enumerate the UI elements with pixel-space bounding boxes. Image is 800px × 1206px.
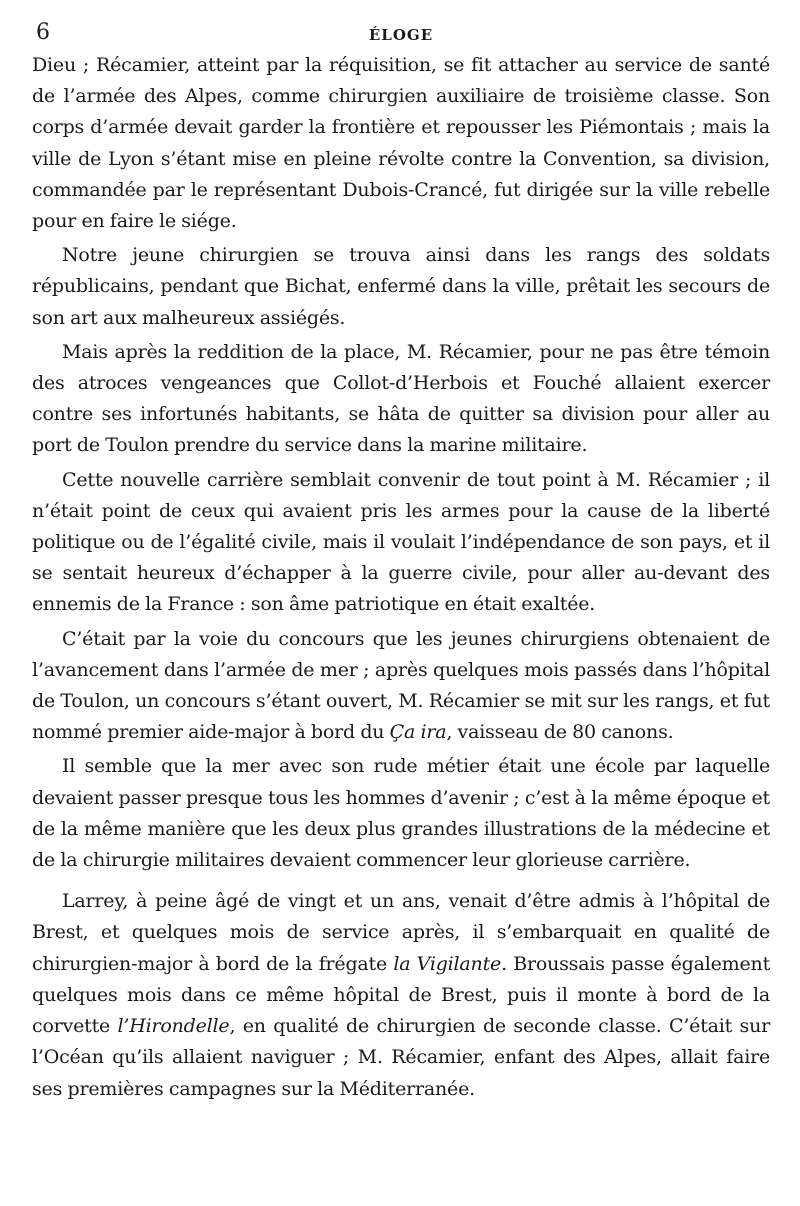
paragraph-text: , en qualité de chirurgien de seconde classe. C’était sur l’Océan qu’ils allaient naviguer ; M. Récamier, enfant des Alpes, allait faire ses premières campagnes sur la Méditerranée. bbox=[32, 1015, 770, 1100]
paragraph bbox=[32, 240, 770, 334]
running-title: ÉLOGE bbox=[368, 26, 434, 44]
paragraph-text: Larrey, à peine âgé de vingt et un ans, venait d’être admis à l’hôpital de Brest, et quelques mois de service après, il s’embarquait en qualité de chirurgien-major à bord de la frégate bbox=[32, 890, 770, 975]
paragraph-text: , vaisseau de 80 canons. bbox=[446, 721, 674, 744]
paragraph-text: Mais après la reddition de la place, M. Récamier, pour ne pas être témoin des atroces vengeances que Collot-d’Herbois et Fouché allaient exercer contre ses infortunés habitants, se hâta de quitter sa division pour aller au port de Toulon prendre du service dans la marine militaire. bbox=[32, 340, 770, 457]
paragraph-text: Il semble que la mer avec son rude métier était une école par laquelle devaient passer presque tous les hommes d’avenir ; c’est à la même époque et de la même manière que les deux plus grandes illustrations de la médecine et de la chirurgie militaires devaient commencer leur glorieuse carrière. bbox=[32, 755, 770, 872]
paragraph-text: C’était par la voie du concours que les jeunes chirurgiens obtenaient de l’avancement dans l’armée de mer ; après quelques mois passés dans l’hôpital de Toulon, un concours s’étant ouvert, M. Récamier se mit sur les rangs, et fut nommé premier aide-major à bord du bbox=[32, 627, 770, 744]
paragraph-text: Dieu ; Récamier, atteint par la réquisition, se fit attacher au service de santé de l’armée des Alpes, comme chirurgien auxiliaire de troisième classe. Son corps d’armée devait garder la frontière et repousser les Piémontais ; mais la ville de Lyon s’étant mise en pleine révolte contre la Convention, sa division, commandée par le représentant Dubois-Crancé, fut dirigée sur la ville rebelle pour en faire le siége. bbox=[32, 54, 770, 233]
paragraph bbox=[32, 337, 770, 462]
paragraph-text: Notre jeune chirurgien se trouva ainsi dans les rangs des soldats républicains, pendant que Bichat, enfermé dans la ville, prêtait les secours de son art aux malheureux assiégés. bbox=[32, 244, 770, 329]
paragraph bbox=[32, 751, 770, 876]
paragraph bbox=[32, 50, 770, 237]
page-number: 6 bbox=[36, 20, 50, 45]
running-head bbox=[32, 18, 770, 48]
paragraph bbox=[32, 624, 770, 749]
ship-name: l’Hirondelle bbox=[117, 1015, 230, 1038]
body-text bbox=[32, 50, 770, 1105]
ship-name: Ça ira bbox=[389, 721, 447, 744]
paragraph-text: . Broussais passe également quelques mois dans ce même hôpital de Brest, puis il monte à bord de la corvette bbox=[32, 952, 771, 1038]
paragraph bbox=[32, 886, 770, 1104]
paragraph bbox=[32, 465, 770, 621]
ship-name: la Vigilante bbox=[393, 952, 502, 975]
paragraph-text: Cette nouvelle carrière semblait convenir de tout point à M. Récamier ; il n’était point de ceux qui avaient pris les armes pour la cause de la liberté politique ou de l’égalité civile, mais il voulait l’indépendance de son pays, et il se sentait heureux d’échapper à la guerre civile, pour aller au-devant des ennemis de la France : son âme patriotique en était exaltée. bbox=[32, 468, 770, 616]
